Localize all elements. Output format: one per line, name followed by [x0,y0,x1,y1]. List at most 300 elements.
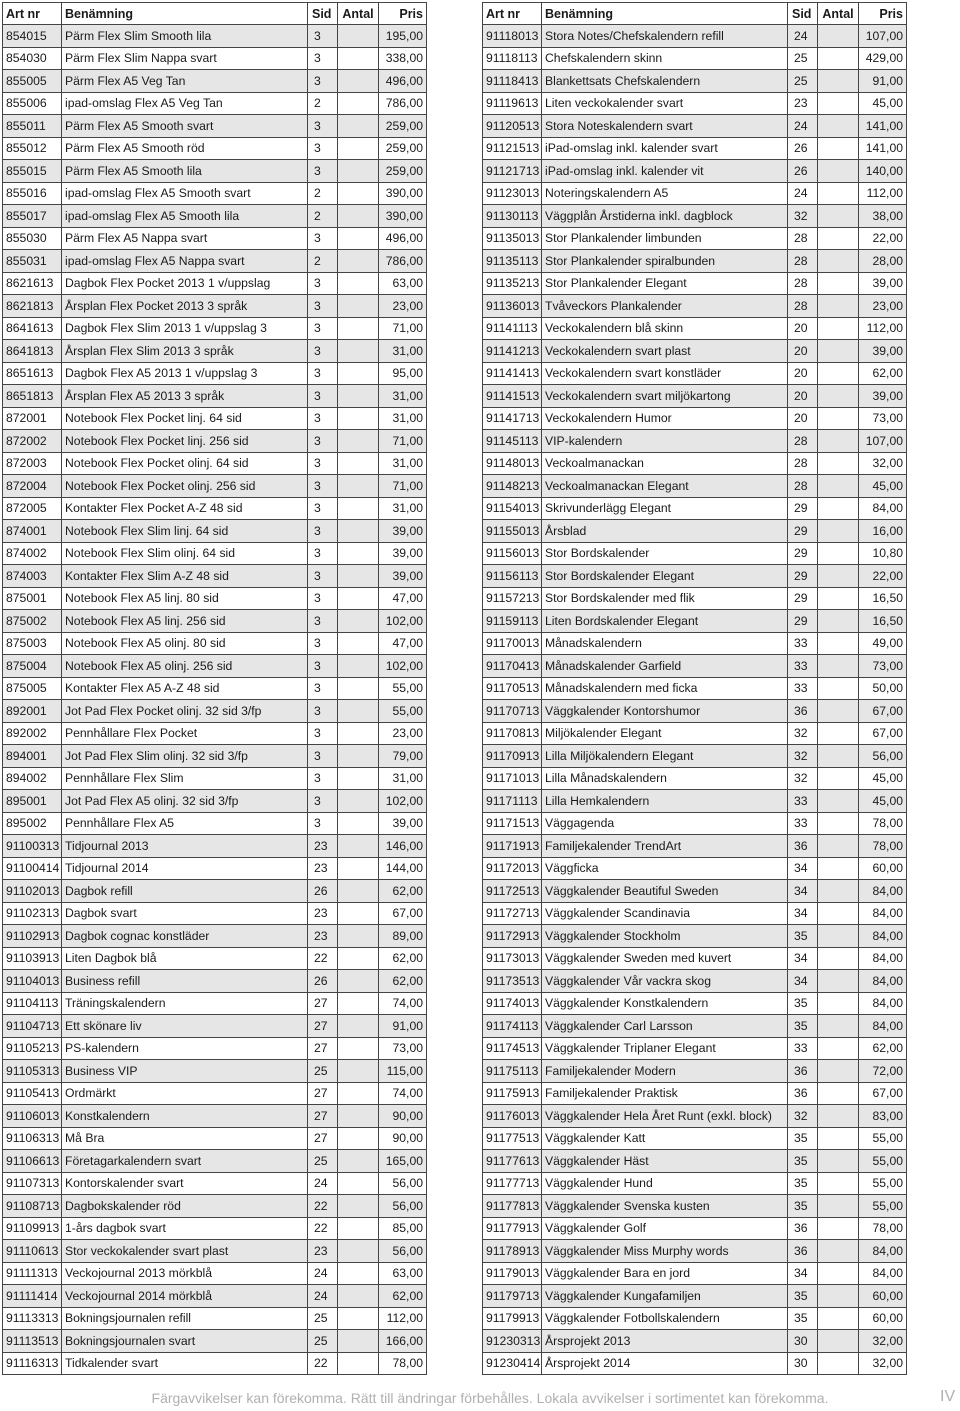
cell-benamning: Notebook Flex A5 linj. 80 sid [62,587,308,610]
cell-pris: 73,00 [859,407,907,430]
cell-antal [818,317,859,340]
column-header-art-nr: Art nr [3,3,62,25]
cell-sid: 32 [788,1105,818,1128]
cell-sid: 35 [788,1195,818,1218]
cell-benamning: Pärm Flex Slim Smooth lila [62,25,308,48]
cell-antal [338,497,379,520]
cell-sid: 27 [308,1127,338,1150]
cell-art-nr: 91154013 [483,497,542,520]
cell-art-nr: 91141413 [483,362,542,385]
cell-pris: 56,00 [859,745,907,768]
cell-pris: 84,00 [859,1262,907,1285]
cell-antal [818,1150,859,1173]
cell-pris: 429,00 [859,47,907,70]
table-row [3,677,427,700]
table-row [483,25,907,48]
cell-benamning: Business VIP [62,1060,308,1083]
cell-sid: 29 [788,587,818,610]
table-row [3,1330,427,1353]
table-row [483,565,907,588]
cell-pris: 62,00 [379,970,427,993]
cell-antal [818,812,859,835]
table-row [3,1217,427,1240]
table-row [3,1037,427,1060]
cell-benamning: Företagarkalendern svart [62,1150,308,1173]
cell-sid: 3 [308,812,338,835]
cell-art-nr: 91179913 [483,1307,542,1330]
cell-antal [338,587,379,610]
table-row [3,655,427,678]
table-row [3,295,427,318]
cell-pris: 55,00 [859,1150,907,1173]
cell-antal [818,565,859,588]
cell-antal [818,137,859,160]
cell-art-nr: 91174113 [483,1015,542,1038]
cell-antal [338,137,379,160]
table-row [483,1352,907,1375]
table-row [483,880,907,903]
table-row [483,655,907,678]
cell-art-nr: 91100414 [3,857,62,880]
cell-antal [818,790,859,813]
cell-sid: 30 [788,1330,818,1353]
cell-art-nr: 91105213 [3,1037,62,1060]
cell-antal [818,970,859,993]
cell-art-nr: 91170913 [483,745,542,768]
cell-pris: 45,00 [859,92,907,115]
cell-benamning: Väggkalender Häst [542,1150,788,1173]
cell-sid: 36 [788,835,818,858]
cell-art-nr: 91175113 [483,1060,542,1083]
cell-antal [338,1217,379,1240]
cell-sid: 2 [308,250,338,273]
cell-art-nr: 872001 [3,407,62,430]
cell-benamning: Tidjournal 2013 [62,835,308,858]
cell-benamning: Blankettsats Chefskalendern [542,70,788,93]
cell-antal [818,1262,859,1285]
cell-pris: 63,00 [379,272,427,295]
table-row [3,47,427,70]
cell-sid: 3 [308,227,338,250]
cell-antal [338,160,379,183]
cell-art-nr: 91171913 [483,835,542,858]
cell-benamning: Stor veckokalender svart plast [62,1240,308,1263]
cell-benamning: Notebook Flex A5 linj. 256 sid [62,610,308,633]
table-row [3,1015,427,1038]
table-row [3,857,427,880]
cell-antal [338,520,379,543]
cell-sid: 32 [788,205,818,228]
cell-art-nr: 91107313 [3,1172,62,1195]
cell-benamning: Väggkalender Konstkalendern [542,992,788,1015]
cell-pris: 39,00 [379,520,427,543]
table-row [483,1330,907,1353]
cell-benamning: Stor Bordskalender med flik [542,587,788,610]
cell-pris: 144,00 [379,857,427,880]
cell-benamning: Konstkalendern [62,1105,308,1128]
cell-benamning: Dagbok Flex Pocket 2013 1 v/uppslag [62,272,308,295]
table-row [483,1307,907,1330]
column-header-benamning: Benämning [542,3,788,25]
cell-antal [338,542,379,565]
cell-benamning: Skrivunderlägg Elegant [542,497,788,520]
table-row [3,497,427,520]
cell-antal [338,880,379,903]
cell-sid: 20 [788,362,818,385]
table-row [483,497,907,520]
table-row [3,385,427,408]
cell-antal [818,385,859,408]
cell-benamning: 1-års dagbok svart [62,1217,308,1240]
cell-benamning: Årsplan Flex Pocket 2013 3 språk [62,295,308,318]
cell-benamning: Kontakter Flex Slim A-Z 48 sid [62,565,308,588]
cell-benamning: Väggkalender Miss Murphy words [542,1240,788,1263]
cell-antal [818,497,859,520]
cell-pris: 112,00 [379,1307,427,1330]
cell-sid: 3 [308,700,338,723]
cell-pris: 56,00 [379,1172,427,1195]
cell-sid: 34 [788,857,818,880]
cell-art-nr: 855012 [3,137,62,160]
cell-sid: 20 [788,340,818,363]
table-row [483,1082,907,1105]
table-row [3,632,427,655]
cell-antal [818,1105,859,1128]
cell-pris: 166,00 [379,1330,427,1353]
table-body-right [483,25,907,1375]
table-row [483,430,907,453]
cell-antal [818,520,859,543]
table-row [483,1127,907,1150]
cell-antal [818,1060,859,1083]
table-row [483,722,907,745]
cell-benamning: Väggkalender Vår vackra skog [542,970,788,993]
cell-art-nr: 91175913 [483,1082,542,1105]
cell-benamning: Liten Bordskalender Elegant [542,610,788,633]
cell-antal [338,475,379,498]
cell-pris: 84,00 [859,497,907,520]
cell-sid: 20 [788,385,818,408]
table-row [483,160,907,183]
table-row [3,790,427,813]
cell-sid: 3 [308,362,338,385]
cell-art-nr: 895001 [3,790,62,813]
table-row [483,205,907,228]
cell-benamning: Notebook Flex Pocket olinj. 256 sid [62,475,308,498]
cell-art-nr: 91106013 [3,1105,62,1128]
cell-art-nr: 91172513 [483,880,542,903]
cell-pris: 84,00 [859,970,907,993]
cell-art-nr: 91121713 [483,160,542,183]
cell-art-nr: 91130113 [483,205,542,228]
cell-sid: 28 [788,227,818,250]
cell-sid: 35 [788,1307,818,1330]
cell-antal [338,632,379,655]
cell-sid: 35 [788,992,818,1015]
cell-pris: 39,00 [859,272,907,295]
cell-art-nr: 91100313 [3,835,62,858]
cell-antal [338,362,379,385]
cell-antal [338,902,379,925]
cell-antal [818,947,859,970]
cell-sid: 3 [308,790,338,813]
table-row [483,812,907,835]
cell-art-nr: 892002 [3,722,62,745]
cell-art-nr: 854030 [3,47,62,70]
cell-pris: 39,00 [379,542,427,565]
cell-sid: 28 [788,295,818,318]
cell-art-nr: 91171513 [483,812,542,835]
cell-sid: 28 [788,430,818,453]
cell-antal [338,722,379,745]
cell-benamning: Väggkalender Carl Larsson [542,1015,788,1038]
cell-pris: 84,00 [859,992,907,1015]
cell-antal [818,272,859,295]
cell-pris: 102,00 [379,655,427,678]
price-table-right [482,2,907,1375]
cell-art-nr: 872002 [3,430,62,453]
cell-art-nr: 91106313 [3,1127,62,1150]
cell-sid: 24 [788,182,818,205]
cell-benamning: Pennhållare Flex Pocket [62,722,308,745]
table-row [483,1037,907,1060]
cell-benamning: Familjekalender Praktisk [542,1082,788,1105]
cell-sid: 29 [788,520,818,543]
cell-benamning: Liten Dagbok blå [62,947,308,970]
cell-antal [338,1172,379,1195]
cell-sid: 3 [308,47,338,70]
cell-antal [818,227,859,250]
cell-antal [818,25,859,48]
cell-pris: 47,00 [379,632,427,655]
cell-art-nr: 91121513 [483,137,542,160]
cell-sid: 26 [788,137,818,160]
cell-pris: 140,00 [859,160,907,183]
table-row [3,115,427,138]
cell-art-nr: 91230313 [483,1330,542,1353]
cell-antal [818,92,859,115]
cell-benamning: Årsprojekt 2014 [542,1352,788,1375]
cell-sid: 25 [308,1060,338,1083]
cell-sid: 23 [308,857,338,880]
table-row [3,1127,427,1150]
cell-art-nr: 91105413 [3,1082,62,1105]
cell-antal [338,745,379,768]
cell-benamning: Veckojournal 2013 mörkblå [62,1262,308,1285]
cell-pris: 102,00 [379,610,427,633]
cell-benamning: Jot Pad Flex A5 olinj. 32 sid 3/fp [62,790,308,813]
cell-art-nr: 875004 [3,655,62,678]
cell-pris: 16,00 [859,520,907,543]
cell-benamning: Veckokalendern blå skinn [542,317,788,340]
table-row [483,610,907,633]
cell-benamning: Pärm Flex A5 Veg Tan [62,70,308,93]
cell-art-nr: 91106613 [3,1150,62,1173]
cell-pris: 16,50 [859,587,907,610]
cell-antal [818,407,859,430]
cell-pris: 141,00 [859,137,907,160]
cell-art-nr: 894002 [3,767,62,790]
cell-pris: 67,00 [859,700,907,723]
cell-sid: 3 [308,160,338,183]
cell-antal [338,970,379,993]
cell-pris: 79,00 [379,745,427,768]
cell-pris: 85,00 [379,1217,427,1240]
cell-sid: 27 [308,1015,338,1038]
cell-antal [338,857,379,880]
cell-antal [338,1307,379,1330]
cell-art-nr: 91102313 [3,902,62,925]
cell-sid: 3 [308,407,338,430]
cell-art-nr: 855016 [3,182,62,205]
cell-antal [338,25,379,48]
cell-sid: 24 [788,25,818,48]
table-row [483,587,907,610]
page-number: IV [940,1388,956,1405]
cell-art-nr: 855005 [3,70,62,93]
cell-sid: 22 [308,947,338,970]
cell-pris: 31,00 [379,385,427,408]
cell-pris: 50,00 [859,677,907,700]
cell-sid: 25 [308,1150,338,1173]
cell-art-nr: 91170013 [483,632,542,655]
cell-sid: 35 [788,1172,818,1195]
cell-sid: 36 [788,1082,818,1105]
cell-pris: 78,00 [859,812,907,835]
cell-art-nr: 91102013 [3,880,62,903]
cell-sid: 3 [308,587,338,610]
cell-benamning: Familjekalender Modern [542,1060,788,1083]
cell-benamning: Väggkalender Golf [542,1217,788,1240]
cell-antal [338,430,379,453]
cell-antal [818,745,859,768]
cell-art-nr: 91110613 [3,1240,62,1263]
table-row [3,362,427,385]
cell-art-nr: 91172713 [483,902,542,925]
cell-pris: 83,00 [859,1105,907,1128]
cell-antal [338,812,379,835]
table-row [3,1195,427,1218]
cell-benamning: Jot Pad Flex Pocket olinj. 32 sid 3/fp [62,700,308,723]
cell-sid: 26 [788,160,818,183]
cell-benamning: Stora Notes/Chefskalendern refill [542,25,788,48]
cell-antal [818,70,859,93]
table-row [483,1150,907,1173]
cell-antal [338,407,379,430]
cell-sid: 23 [308,902,338,925]
cell-benamning: Pärm Flex A5 Nappa svart [62,227,308,250]
cell-antal [818,160,859,183]
cell-benamning: Veckokalendern svart miljökartong [542,385,788,408]
cell-benamning: Ordmärkt [62,1082,308,1105]
cell-benamning: Lilla Hemkalendern [542,790,788,813]
table-row [483,947,907,970]
cell-sid: 32 [788,767,818,790]
cell-art-nr: 91141713 [483,407,542,430]
table-row [483,452,907,475]
cell-art-nr: 874002 [3,542,62,565]
cell-antal [338,655,379,678]
cell-antal [338,835,379,858]
cell-sid: 23 [308,925,338,948]
cell-pris: 786,00 [379,92,427,115]
cell-benamning: Pärm Flex A5 Smooth röd [62,137,308,160]
cell-pris: 496,00 [379,70,427,93]
cell-sid: 35 [788,1285,818,1308]
table-row [3,722,427,745]
cell-pris: 73,00 [379,1037,427,1060]
cell-antal [818,677,859,700]
cell-benamning: Väggplån Årstiderna inkl. dagblock [542,205,788,228]
cell-sid: 35 [788,1127,818,1150]
cell-pris: 56,00 [379,1195,427,1218]
column-header-benamning: Benämning [62,3,308,25]
cell-art-nr: 8651813 [3,385,62,408]
table-row [483,385,907,408]
cell-art-nr: 91113513 [3,1330,62,1353]
cell-benamning: Notebook Flex Pocket linj. 64 sid [62,407,308,430]
cell-art-nr: 894001 [3,745,62,768]
cell-pris: 38,00 [859,205,907,228]
table-row [483,70,907,93]
table-row [483,835,907,858]
cell-pris: 45,00 [859,767,907,790]
cell-art-nr: 91118013 [483,25,542,48]
table-row [3,1082,427,1105]
cell-benamning: Pennhållare Flex Slim [62,767,308,790]
cell-sid: 3 [308,317,338,340]
cell-pris: 67,00 [859,1082,907,1105]
cell-pris: 84,00 [859,947,907,970]
cell-antal [338,205,379,228]
cell-pris: 55,00 [859,1127,907,1150]
cell-benamning: Årsblad [542,520,788,543]
cell-pris: 112,00 [859,317,907,340]
cell-pris: 78,00 [859,1217,907,1240]
cell-art-nr: 875001 [3,587,62,610]
cell-sid: 3 [308,452,338,475]
cell-art-nr: 91141113 [483,317,542,340]
table-row [3,407,427,430]
cell-sid: 3 [308,430,338,453]
cell-sid: 33 [788,632,818,655]
cell-sid: 3 [308,520,338,543]
cell-pris: 259,00 [379,137,427,160]
cell-pris: 23,00 [859,295,907,318]
column-header-sid: Sid [788,3,818,25]
cell-pris: 74,00 [379,1082,427,1105]
cell-pris: 62,00 [859,362,907,385]
table-row [3,25,427,48]
cell-pris: 60,00 [859,1307,907,1330]
cell-antal [818,700,859,723]
cell-sid: 33 [788,1037,818,1060]
table-row [3,902,427,925]
cell-pris: 90,00 [379,1127,427,1150]
cell-pris: 47,00 [379,587,427,610]
table-row [483,1015,907,1038]
cell-art-nr: 8641613 [3,317,62,340]
cell-sid: 24 [308,1285,338,1308]
cell-pris: 55,00 [379,677,427,700]
cell-sid: 3 [308,767,338,790]
cell-art-nr: 91174013 [483,992,542,1015]
cell-sid: 27 [308,1082,338,1105]
cell-benamning: Stor Bordskalender Elegant [542,565,788,588]
cell-antal [338,700,379,723]
cell-benamning: Väggficka [542,857,788,880]
cell-art-nr: 91135213 [483,272,542,295]
